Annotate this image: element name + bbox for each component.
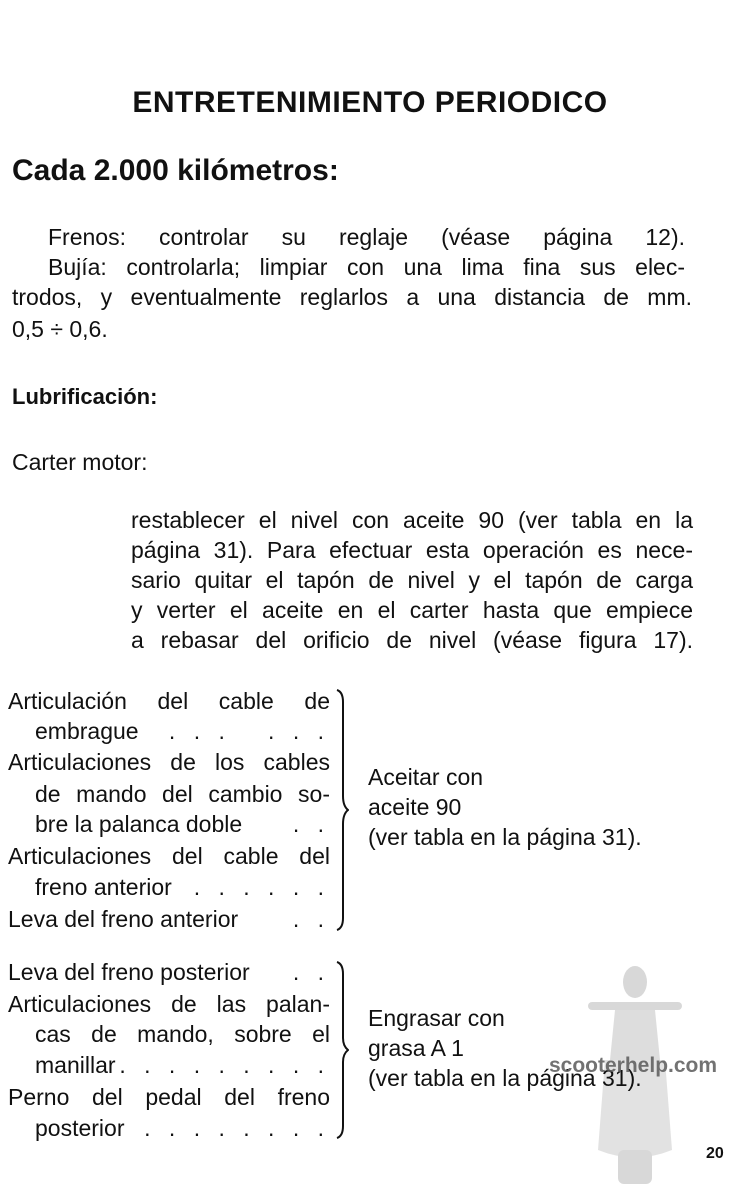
g1-item-3-line-2 (35, 872, 330, 902)
g2-instruction-1: Engrasar con (368, 1005, 505, 1031)
intro-line-2: Bujía: controlarla; limpiar con una lima fina sus elec- (48, 254, 685, 280)
g1-item-1-line-1: Articulación del cable de (8, 688, 330, 714)
g2-item-3-text: posterior (35, 1115, 125, 1141)
carter-line-4: y verter el aceite en el carter hasta que empiece (131, 597, 693, 623)
g1-item-1-line-2 (35, 716, 330, 746)
g1-item-1-text: embrague (35, 718, 139, 744)
carter-line-1: restablecer el nivel con aceite 90 (ver tabla en la (131, 507, 693, 533)
g2-item-2-line-1: Articulaciones de las palan- (8, 991, 330, 1017)
dot-leader: . . . . . . (168, 718, 330, 744)
g1-item-4-line-1 (8, 904, 330, 934)
g1-instruction-1: Aceitar con (368, 764, 484, 790)
dot-leader: . . . . . . . . (144, 1115, 330, 1141)
g2-item-2-line-3 (35, 1050, 330, 1080)
brace-group-1 (335, 688, 349, 932)
brace-group-2 (335, 960, 349, 1140)
g1-item-4-text: Leva del freno anterior (8, 906, 239, 932)
g2-item-1-line-1 (8, 957, 330, 987)
g1-item-2-line-3 (35, 809, 330, 839)
watermark-text: scooterhelp.com (549, 1054, 718, 1077)
g1-instruction-2: aceite 90 (368, 794, 462, 820)
section-subtitle: Cada 2.000 kilómetros: (12, 154, 339, 187)
g1-item-2-line-1: Articulaciones de los cables (8, 749, 330, 775)
g2-item-2-line-2: cas de mando, sobre el (35, 1021, 330, 1047)
g1-item-2-text: bre la palanca doble (35, 811, 243, 837)
dot-leader: . . . . . . (193, 874, 330, 900)
page-title: ENTRETENIMIENTO PERIODICO (132, 86, 608, 119)
g2-item-3-line-2 (35, 1113, 330, 1143)
g2-item-3-line-1: Perno del pedal del freno (8, 1084, 330, 1110)
g1-item-3-text: freno anterior (35, 874, 172, 900)
g1-instruction-3: (ver tabla en la página 31). (368, 824, 642, 850)
carter-label: Carter motor: (12, 449, 148, 475)
g2-instruction-2: grasa A 1 (368, 1035, 464, 1061)
g2-item-1-text: Leva del freno posterior (8, 959, 250, 985)
intro-line-3: trodos, y eventualmente reglarlos a una distancia de mm. (12, 284, 692, 310)
lubrication-heading: Lubrificación: (12, 384, 158, 409)
carter-line-5: a rebasar del orificio de nivel (véase figura 17). (131, 627, 693, 653)
dot-leader: . . . . . . . . . (119, 1052, 330, 1078)
carter-line-3: sario quitar el tapón de nivel y el tapón de carga (131, 567, 693, 593)
page-number: 20 (706, 1145, 724, 1162)
g2-instruction-3: (ver tabla en la página 31). (368, 1065, 642, 1091)
intro-line-1: Frenos: controlar su reglaje (véase página 12). (48, 224, 685, 250)
g1-item-2-line-2: de mando del cambio so- (35, 781, 330, 807)
dot-leader: . . (292, 811, 330, 837)
carter-line-2: página 31). Para efectuar esta operación es nece- (131, 537, 693, 563)
intro-line-4: 0,5 ÷ 0,6. (12, 316, 108, 342)
g1-item-3-line-1: Articulaciones del cable del (8, 843, 330, 869)
g2-item-2-text: manillar (35, 1052, 116, 1078)
dot-leader: . . (292, 906, 330, 932)
dot-leader: . . (292, 959, 330, 985)
